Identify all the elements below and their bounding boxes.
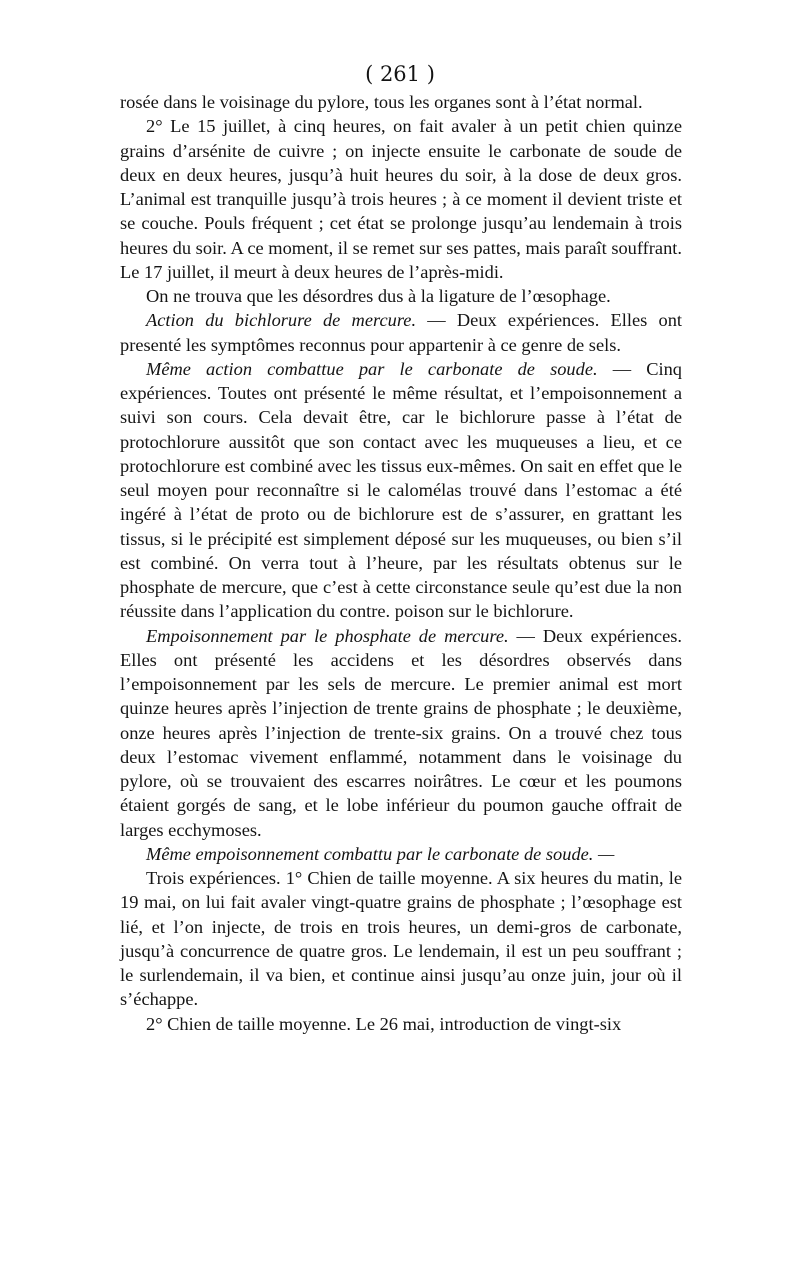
section-heading: Même empoisonnement combattu par le carbonate de soude. —	[146, 843, 615, 864]
paragraph	[120, 866, 682, 1012]
paragraph	[120, 624, 682, 842]
paragraph	[120, 308, 682, 357]
paragraph	[120, 842, 682, 866]
paragraph-text: Trois expériences. 1° Chien de taille moyenne. A six heures du matin, le 19 mai, on lui fait avaler vingt-quatre grains de phosphate ; l’œsophage est lié, et l’on injecte, de trois en trois heures, un demi-gros de carbonate, jusqu’à concurrence de quatre gros. Le lendemain, il est un peu souffrant ; le surlendemain, il va bien, et continue ainsi jusqu’au onze juin, jour où il s’échappe.	[120, 868, 682, 1010]
section-heading: Empoisonnement par le phosphate de mercure.	[146, 625, 509, 646]
paragraph	[120, 1012, 682, 1036]
page-number: ( 261 )	[365, 62, 435, 86]
paragraph-text: 2° Le 15 juillet, à cinq heures, on fait avaler à un petit chien quinze grains d’arsénite de cuivre ; on injecte ensuite le carbonate de soude de deux en deux heures, jusqu’à huit heures du soir, à la dose de deux gros. L’animal est tranquille jusqu’à trois heures ; à ce moment il devient triste et se couche. Pouls fréquent ; cet état se prolonge jusqu’au lendemain à trois heures du soir. A ce moment, il se remet sur ses pattes, mais paraît souffrant. Le 17 juillet, il meurt à deux heures de l’après-midi.	[120, 116, 682, 282]
paragraph	[120, 357, 682, 624]
section-heading: Action du bichlorure de mercure.	[146, 310, 417, 331]
page-text	[120, 90, 682, 1036]
paragraph-text: — Deux expériences. Elles ont présenté les accidens et les désordres observés dans l’empoisonnement par les sels de mercure. Le premier animal est mort quinze heures après l’injection de trente grains de phosphate ; le deuxième, onze heures après l’injection de trente-six grains. On a trouvé chez tous deux l’estomac vivement enflammé, notamment dans le voisinage du pylore, où se trouvaient des escarres noirâtres. Le cœur et les poumons étaient gorgés de sang, et le lobe inférieur du poumon gauche offrait de larges ecchymoses.	[120, 625, 682, 840]
paragraph	[120, 114, 682, 284]
section-heading: Même action combattue par le carbonate de soude.	[146, 358, 598, 379]
paragraph-text: — Cinq expériences. Toutes ont présenté le même résultat, et l’empoisonnement a suivi son cours. Cela devait être, car le bichlorure passe à l’état de protochlorure aussitôt que son contact avec les muqueuses a lieu, et ce protochlorure est combiné avec les tissus eux-mêmes. On sait en effet que le seul moyen pour reconnaître si le calomélas trouvé dans l’estomac a été ingéré à l’état de proto ou de bichlorure est de s’assurer, en grattant les tissus, si le précipité est simplement déposé sur les muqueuses, ou bien s’il est combiné. On verra tout à l’heure, par les résultats obtenus sur le phosphate de mercure, que c’est à cette circonstance seule qu’est due la non réussite dans l’application du contre. poison sur le bichlorure.	[120, 358, 682, 622]
paragraph-text: — Deux expériences. Elles ont presenté les symptômes reconnus pour appartenir à ce genre de sels.	[120, 310, 682, 355]
paragraph	[120, 284, 682, 308]
paragraph-text: rosée dans le voisinage du pylore, tous les organes sont à l’état normal.	[120, 92, 643, 112]
paragraph-text: 2° Chien de taille moyenne. Le 26 mai, introduction de vingt-six	[146, 1013, 622, 1034]
paragraph	[120, 90, 682, 114]
paragraph-text: On ne trouva que les désordres dus à la ligature de l’œsophage.	[146, 286, 611, 306]
